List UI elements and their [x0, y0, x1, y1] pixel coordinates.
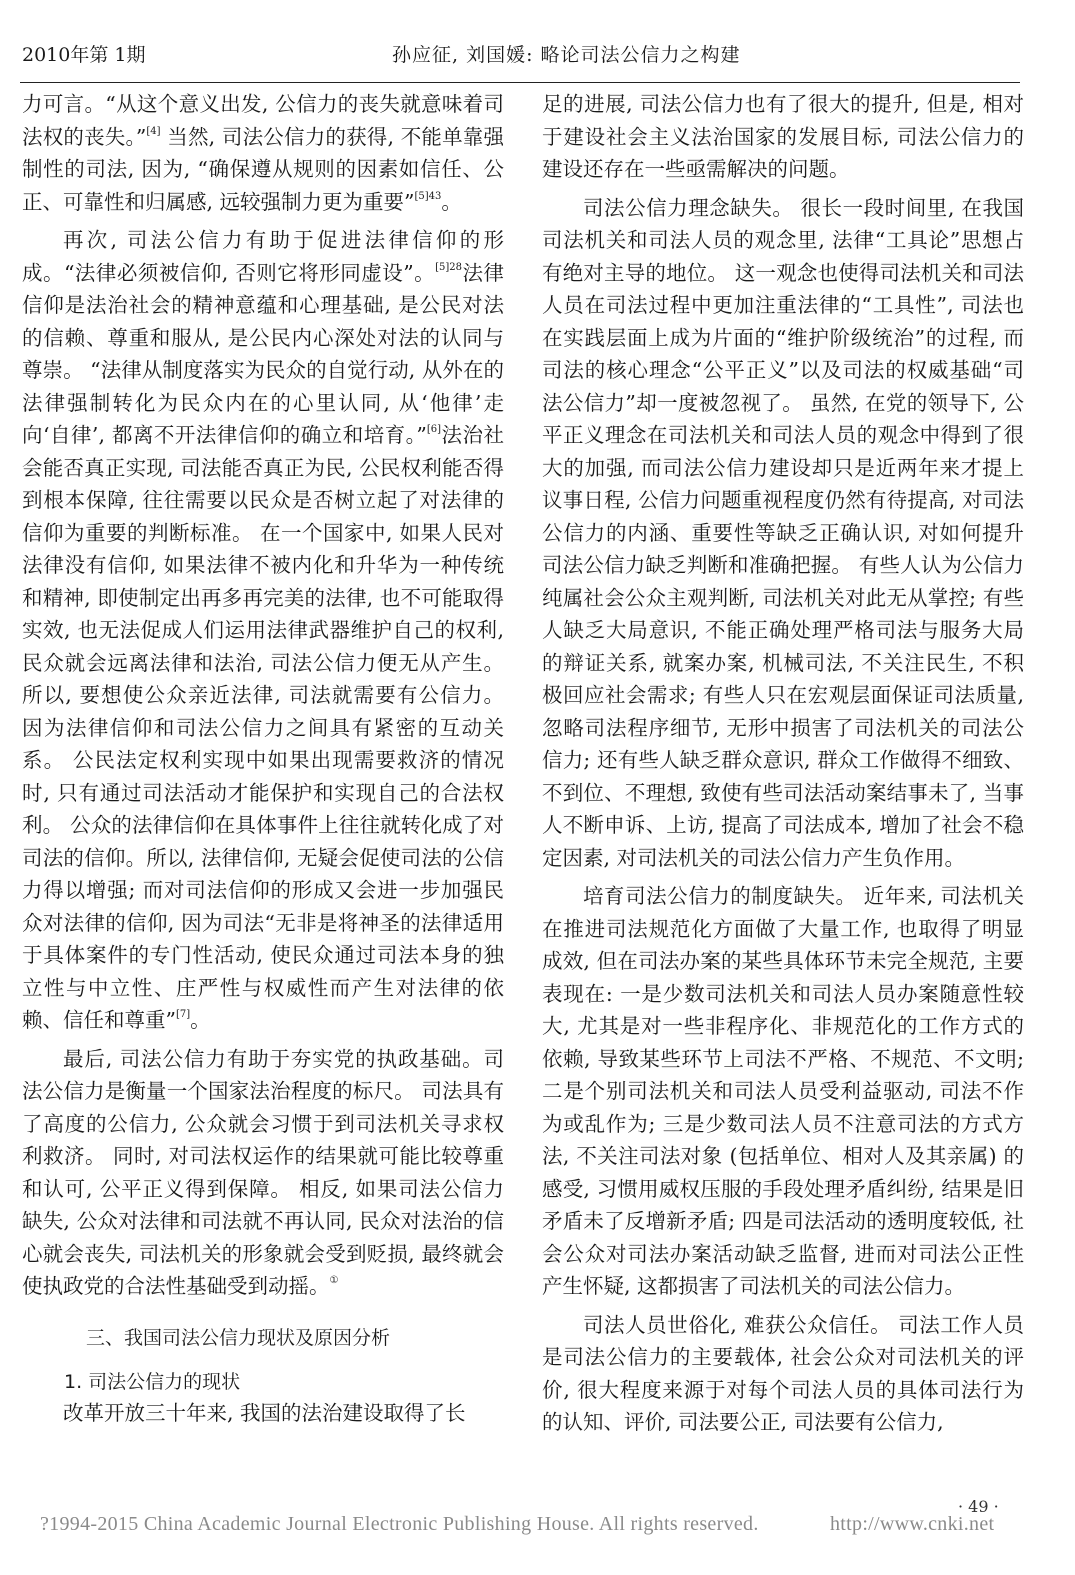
copyright-text: ?1994-2015 China Academic Journal Electronic Publishing House. All rights reserved. [40, 1513, 759, 1535]
paragraph: 培育司法公信力的制度缺失。 近年来, 司法机关在推进司法规范化方面做了大量工作, 也取得了明显成效, 但在司法办案的某些具体环节未完全规范, 主要表现在: 一是少数司法机关和司法人员办案随意性较大, 尤其是对一些非程序化、非规范化的工作方式的依赖, 导致某些环节上司法不严格、不规范、不文明; 二是个别司法机关和司法人员受利益驱动, 司法不作为或乱作为; 三是少数司法人员不注意司法的方式方法, 不关注司法对象 (包括单位、相对人及其亲属) 的感受, 习惯用威权压服的手段处理矛盾纠纷, 结果是旧矛盾未了反增新矛盾; 四是司法活动的透明度较低, 社会公众对司法办案活动缺乏监督, 进而对司法公正性产生怀疑, 这都损害了司法机关的司法公信力。 [542, 884, 1024, 1298]
paragraph: 司法公信力理念缺失。 很长一段时间里, 在我国司法机关和司法人员的观念里, 法律“工具论”思想占有绝对主导的地位。 这一观念也使得司法机关和司法人员在司法过程中更加注重法律的“工具性”, 司法也在实践层面上成为片面的“维护阶级统治”的过程, 而司法的核心理念“公平正义”以及司法的权威基础“司法公信力”却一度被忽视了。 虽然, 在党的领导下, 公平正义理念在司法机关和司法人员的观念中得到了很大的加强, 而司法公信力建设却只是近两年来才提上议事日程, 公信力问题重视程度仍然有待提高, 对司法公信力的内涵、重要性等缺乏正确认识, 对如何提升司法公信力缺乏判断和准确把握。 有些人认为公信力纯属社会公众主观判断, 司法机关对此无从掌控; 有些人缺乏大局意识, 不能正确处理严格司法与服务大局的辩证关系, 就案办案, 机械司法, 不关注民生, 不积极回应社会需求; 有些人只在宏观层面保证司法质量, 忽略司法程序细节, 无形中损害了司法机关的司法公信力; 还有些人缺乏群众意识, 群众工作做得不细致、不到位、不理想, 致使有些司法活动案结事未了, 当事人不断申诉、上访, 提高了司法成本, 增加了社会不稳定因素, 对司法机关的司法公信力产生负作用。 [542, 195, 1024, 870]
right-column [542, 88, 1024, 1439]
page-number: · 49 · [958, 1497, 999, 1516]
running-title: 孙应征, 刘国媛: 略论司法公信力之构建 [392, 44, 741, 66]
text-run: 。 [190, 1008, 211, 1032]
section-heading: 三、我国司法公信力现状及原因分析 [86, 1326, 391, 1349]
text-run: 当然, 司法公信力的获得, 不能单靠强制性的司法, 因为, “确保遵从规则的因素如信任、公正、可靠性和归属感, 远较强制力更为重要” [22, 124, 504, 214]
text-run: 最后, 司法公信力有助于夯实党的执政基础。司法公信力是衡量一个国家法治程度的标尺。 司法具有了高度的公信力, 公众就会习惯于到司法机关寻求权利救济。 同时, 对司法权运作的结果就可能比较尊重和认可, 公平正义得到保障。 相反, 如果司法公信力缺失, 公众对法律和司法就不再认同, 民众对法治的信心就会丧失, 司法机关的形象就会受到贬损, 最终就会使执政党的合法性基础受到动摇。 [22, 1046, 504, 1298]
footnote-marker: ① [329, 1275, 339, 1286]
text-run: 法律信仰是法治社会的精神意蕴和心理基础, 是公民对法的信赖、尊重和服从, 是公民内心深处对法的认同与尊崇。 “法律从制度落实为民众的自觉行动, 从外在的法律强制转化为民众内在的心里认同, 从‘他律’走向‘自律’, 都离不开法律信仰的确立和培育。” [22, 260, 504, 447]
text-run: 力可言。“从这个意义出发, 公信力的丧失就意味着司法权的丧失。” [22, 92, 504, 149]
paragraph [22, 224, 504, 1037]
paragraph [22, 88, 504, 218]
paragraph: 足的进展, 司法公信力也有了很大的提升, 但是, 相对于建设社会主义法治国家的发展目标, 司法公信力的建设还存在一些亟需解决的问题。 [542, 92, 1024, 181]
citation: [5]28 [435, 261, 463, 273]
text-run: 再次, 司法公信力有助于促进法律信仰的形成。“法律必须被信仰, 否则它将形同虚设”。 [22, 228, 504, 285]
text-run: 法治社会能否真正实现, 司法能否真正为民, 公民权利能否得到根本保障, 往往需要以民众是否树立起了对法律的信仰为重要的判断标准。 在一个国家中, 如果人民对法律没有信仰, 如果法律不被内化和升华为一种传统和精神, 即使制定出再多再完美的法律, 也不可能取得实效, 也无法促成人们运用法律武器维护自己的权利, 民众就会远离法律和法治, 司法公信力便无从产生。 所以, 要想使公众亲近法律, 司法就需要有公信力。 因为法律信仰和司法公信力之间具有紧密的互动关系。 公民法定权利实现中如果出现需要救济的情况时, 只有通过司法活动才能保护和实现自己的合法权利。 公众的法律信仰在具体事件上往往就转化成了对司法的信仰。所以, 法律信仰, 无疑会促使司法的公信力得以增强; 而对司法信仰的形成又会进一步加强民众对法律的信仰, 因为司法“无非是将神圣的法律适用于具体案件的专门性活动, 使民众通过司法本身的独立性与中立性、庄严性与权威性而产生对法律的依赖、信任和尊重” [22, 423, 505, 1032]
paragraph: 司法人员世俗化, 难获公众信任。 司法工作人员是司法公信力的主要载体, 社会公众对司法机关的评价, 很大程度来源于对每个司法人员的具体司法行为的认知、评价, 司法要公正, 司法要有公信力, [542, 1312, 1024, 1434]
citation: [4] [146, 125, 161, 137]
issue-label: 2010年第 1期 [22, 44, 146, 66]
left-column [22, 88, 504, 1429]
citation: [5]43 [414, 190, 442, 202]
paragraph: 改革开放三十年来, 我国的法治建设取得了长 [63, 1400, 466, 1425]
copyright-footer [40, 1513, 1040, 1536]
citation: [6] [426, 424, 442, 435]
subsection-heading: 1. 司法公信力的现状 [64, 1370, 241, 1393]
citation: [7] [175, 1009, 191, 1020]
header-rule [20, 82, 1020, 83]
running-header [22, 34, 1032, 74]
text-run: 。 [441, 189, 462, 214]
footer-url: http://www.cnki.net [830, 1513, 995, 1535]
paragraph [22, 1043, 504, 1303]
